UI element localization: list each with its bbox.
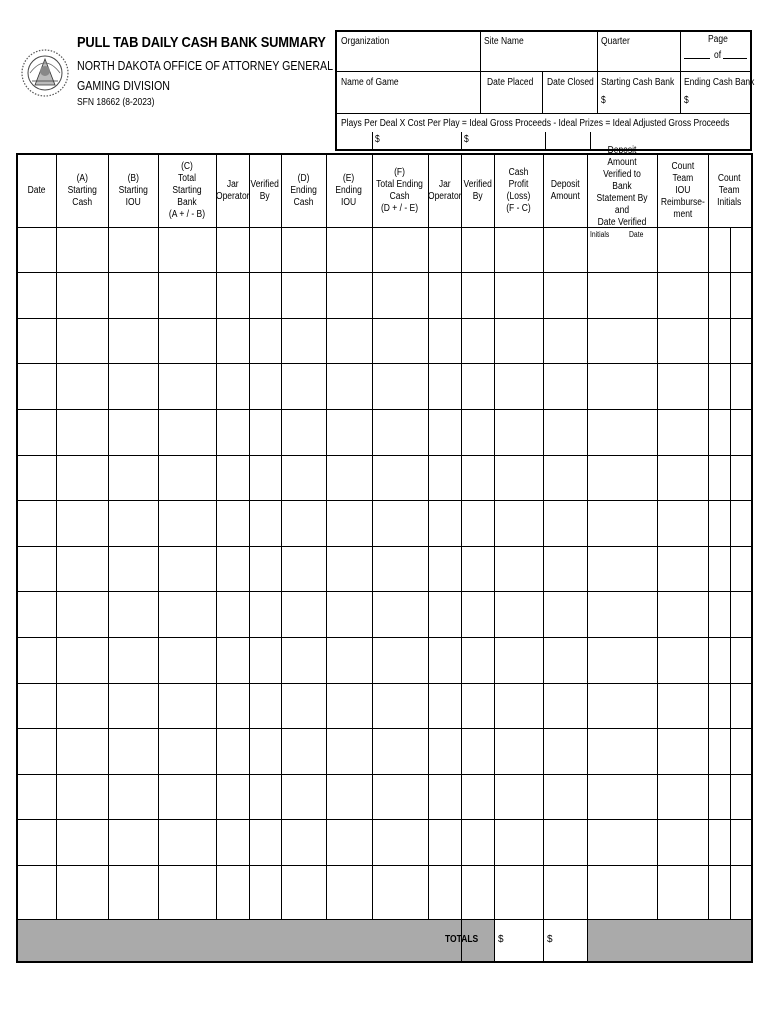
col-verified-by-1: Verified By	[250, 179, 280, 202]
quarter-label: Quarter	[601, 36, 630, 47]
col-total-ending-cash: (F) Total Ending Cash (D + / - E)	[376, 167, 424, 214]
starting-cash-bank-dollar: $	[601, 95, 606, 106]
organization-label: Organization	[341, 36, 390, 47]
col-iou-reimbursement: Count Team IOU Reimburse- ment	[660, 161, 705, 220]
ideal-gross-dollar: $	[464, 134, 469, 145]
col-jar-operator-2: Jar Operator	[427, 179, 462, 202]
totals-deposit-dollar: $	[547, 934, 553, 945]
totals-grey-left	[18, 919, 494, 961]
info-box	[335, 30, 755, 151]
totals-grey-right	[587, 919, 751, 961]
state-seal-icon	[20, 33, 70, 113]
sub-date-label: Date	[629, 230, 644, 239]
date-placed-label: Date Placed	[487, 77, 534, 88]
ending-cash-bank-label: Ending Cash Bank	[684, 77, 755, 88]
col-ending-cash: (D) Ending Cash	[290, 173, 317, 208]
form-title: PULL TAB DAILY CASH BANK SUMMARY	[77, 34, 326, 51]
page-label: Page	[708, 34, 728, 45]
office-name: NORTH DAKOTA OFFICE OF ATTORNEY GENERAL	[77, 58, 334, 73]
col-ending-iou: (E) Ending IOU	[335, 173, 363, 208]
date-closed-label: Date Closed	[547, 77, 594, 88]
totals-profit-dollar: $	[498, 934, 504, 945]
sub-initials-label: Initials	[590, 230, 610, 239]
starting-cash-bank-label: Starting Cash Bank	[601, 77, 675, 88]
col-starting-cash: (A) Starting Cash	[67, 173, 97, 208]
col-deposit-verified: Deposit Amount Verified to Bank Statement By and Date Verified	[596, 145, 648, 228]
name-of-game-label: Name of Game	[341, 77, 399, 88]
totals-label: TOTALS	[445, 934, 479, 945]
cash-bank-table	[16, 145, 753, 963]
division-name: GAMING DIVISION	[77, 78, 170, 93]
site-name-label: Site Name	[484, 36, 524, 47]
form-number: SFN 18662 (8-2023)	[77, 97, 155, 108]
cost-per-play-dollar: $	[375, 134, 380, 145]
col-deposit-amount: Deposit Amount	[550, 179, 580, 202]
col-count-team-initials: Count Team Initials	[717, 173, 742, 208]
col-starting-iou: (B) Starting IOU	[118, 173, 148, 208]
col-date: Date	[28, 185, 46, 196]
col-jar-operator-1: Jar Operator	[215, 179, 250, 202]
ending-cash-bank-dollar: $	[684, 95, 689, 106]
formula-line: Plays Per Deal X Cost Per Play = Ideal Gross Proceeds - Ideal Prizes = Ideal Adjusted Gross Proceeds	[341, 118, 730, 129]
page-of-label: of	[714, 50, 722, 61]
col-cash-profit: Cash Profit (Loss) (F - C)	[506, 167, 531, 214]
col-total-starting-bank: (C) Total Starting Bank (A + / - B)	[168, 161, 206, 220]
col-verified-by-2: Verified By	[463, 179, 492, 202]
